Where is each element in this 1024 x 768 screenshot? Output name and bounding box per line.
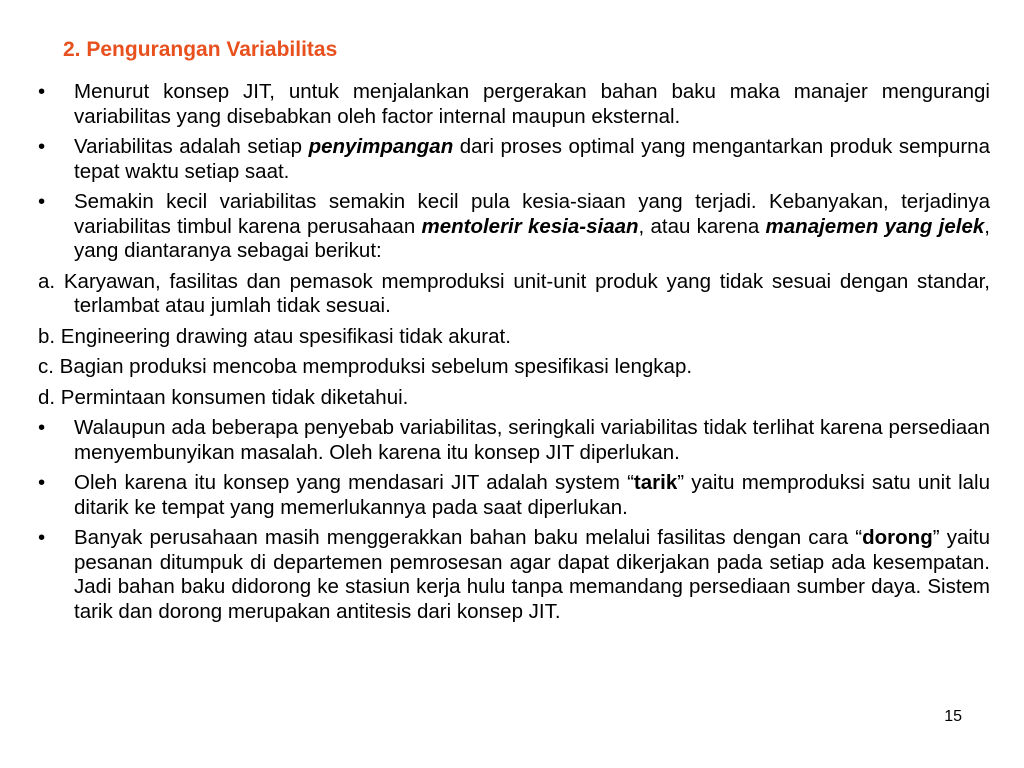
emphasis-penyimpangan: penyimpangan [308,135,454,158]
emphasis-dorong: dorong [862,526,933,549]
bullet-text: Semakin kecil variabilitas semakin kecil pula kesia-siaan yang terjadi. Kebanyakan, terjadinya variabilitas timbul karena perusahaan mentolerir kesia-siaan, atau karena manajemen yang jelek, yang diantaranya sebagai berikut: [74,190,990,262]
lettered-item-b: b. Engineering drawing atau spesifikasi tidak akurat. [38,324,511,348]
bullet-text: Variabilitas adalah setiap penyimpangan dari proses optimal yang mengantarkan produk sempurna tepat waktu setiap saat. [74,135,990,183]
lettered-item-a: a. Karyawan, fasilitas dan pemasok memproduksi unit-unit produk yang tidak sesuai dengan standar, terlambat atau jumlah tidak sesuai. [38,269,990,317]
bullet-item-inventory-hides [38,416,990,465]
bullet-text: Oleh karena itu konsep yang mendasari JIT adalah system “tarik” yaitu memproduksi satu unit lalu ditarik ke tempat yang memerlukannya pada saat diperlukan. [74,471,991,519]
lettered-item-c: c. Bagian produksi mencoba memproduksi sebelum spesifikasi lengkap. [38,355,693,378]
bullet-mark: • [38,190,46,213]
bullet-text: Menurut konsep JIT, untuk menjalankan pergerakan bahan baku maka manajer mengurangi variabilitas yang disebabkan oleh factor internal maupun eksternal. [74,80,990,128]
bullet-mark: • [38,471,46,494]
page-number: 15 [944,708,962,725]
slide-content [38,80,990,630]
bullet-text: Walaupun ada beberapa penyebab variabilitas, seringkali variabilitas tidak terlihat karena persediaan menyembunyikan masalah. Oleh karena itu konsep JIT diperlukan. [74,416,990,464]
bullet-mark: • [38,526,46,549]
bullet-mark: • [38,416,46,439]
lettered-item-d: d. Permintaan konsumen tidak diketahui. [38,385,409,409]
emphasis-tarik: tarik [633,471,678,494]
slide-title: 2. Pengurangan Variabilitas [63,38,338,61]
bullet-mark: • [38,80,46,103]
bullet-item-jit-concept [38,80,990,129]
bullet-item-push-system [38,526,990,624]
bullet-text: Banyak perusahaan masih menggerakkan bahan baku melalui fasilitas dengan cara “dorong” yaitu pesanan ditumpuk di departemen pemrosesan agar dapat dikerjakan pada setiap ada kesempatan. Jadi bahan baku didorong ke stasiun kerja hulu tanpa memandang persediaan sumber daya. Sistem tarik dan dorong merupakan antitesis dari konsep JIT. [74,526,990,623]
emphasis-mentolerir: mentolerir kesia-siaan [421,214,639,238]
bullet-mark: • [38,135,46,158]
emphasis-manajemen: manajemen yang jelek [765,214,985,238]
bullet-item-variability-definition [38,135,990,184]
bullet-item-pull-system [38,471,990,520]
bullet-item-variability-causes [38,190,990,264]
